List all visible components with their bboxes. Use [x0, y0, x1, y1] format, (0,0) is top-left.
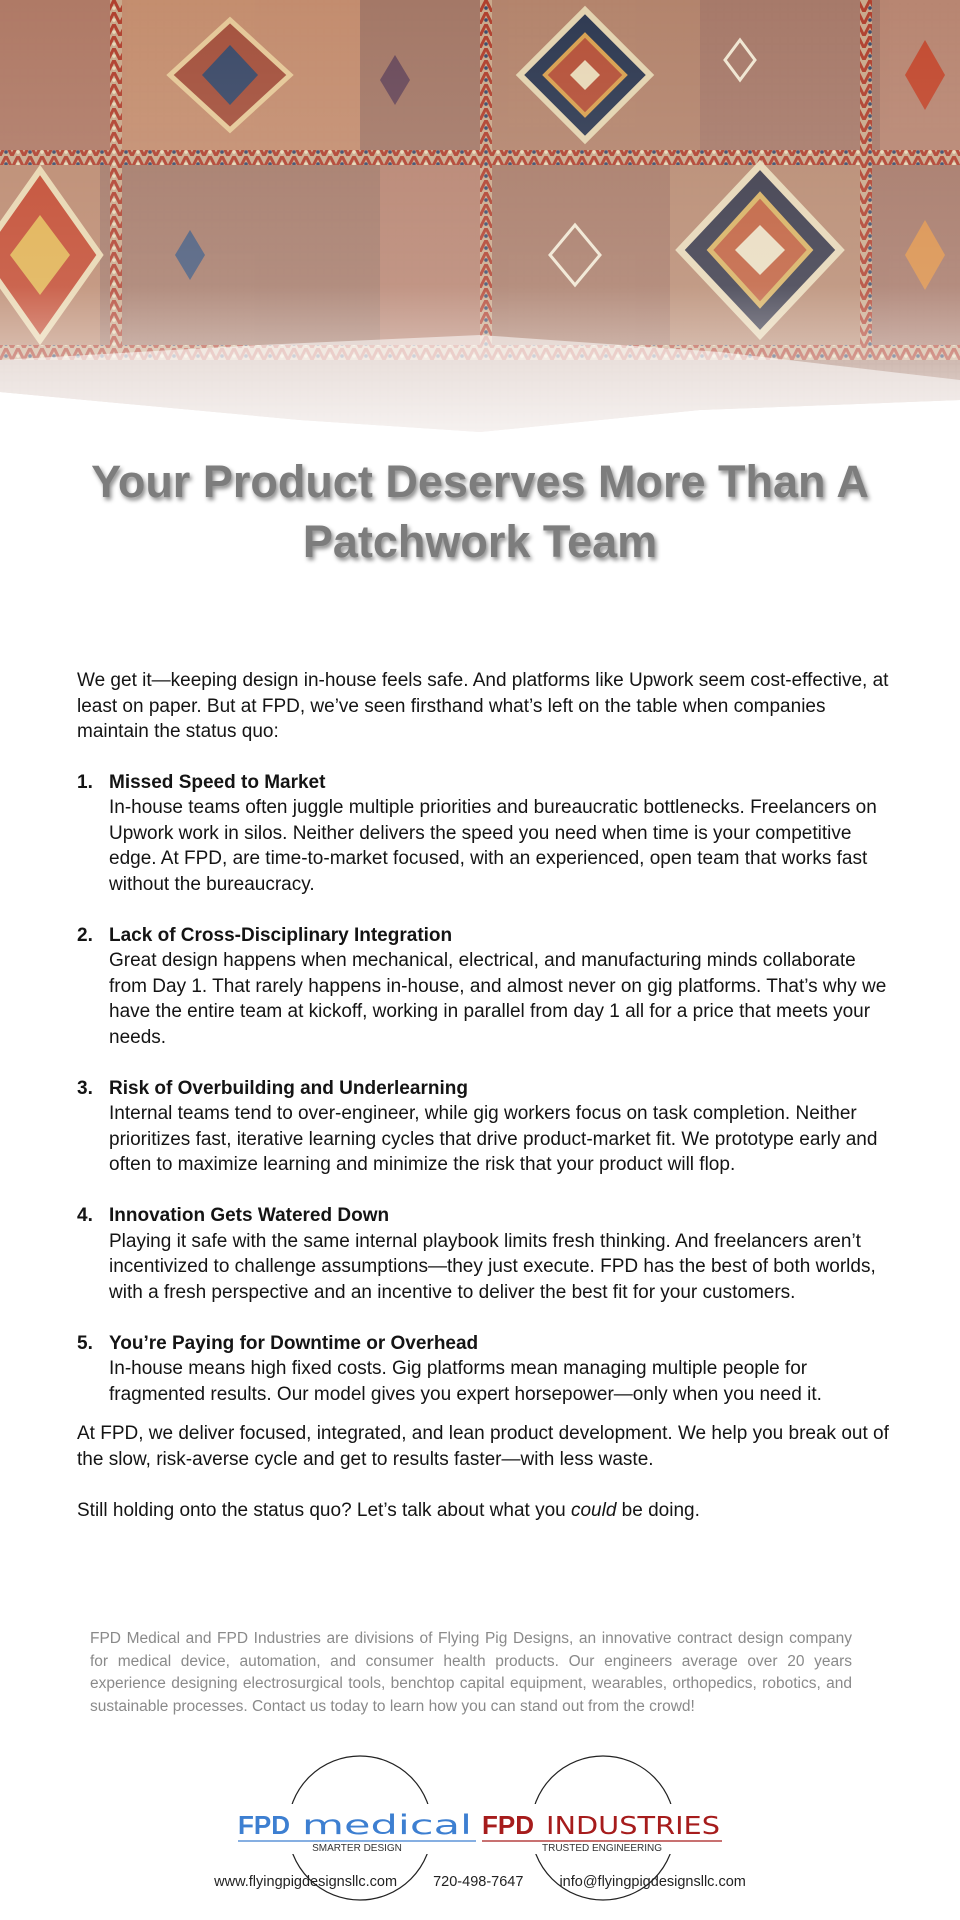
list-item-number: 5.: [77, 1332, 93, 1354]
intro-paragraph: We get it—keeping design in-house feels safe. And platforms like Upwork seem cost-effective, at least on paper. But at FPD, we’ve seen firsthand what’s left on the table when companies maintain the status quo:: [77, 670, 889, 742]
list-item-body: In-house means high fixed costs. Gig platforms mean managing multiple people for fragmented results. Our model gives you expert horsepower—only when you need it.: [109, 1358, 822, 1405]
list-item: [77, 923, 897, 1051]
list-item-number: 3.: [77, 1077, 93, 1099]
phone-number[interactable]: 720-498-7647: [433, 1874, 524, 1890]
contact-bar: [0, 1874, 960, 1890]
cta-text-before: Still holding onto the status quo? Let’s talk about what you: [77, 1499, 571, 1521]
logo-brand: FPD: [482, 1810, 534, 1840]
list-item-number: 1.: [77, 771, 93, 793]
list-item-body: Playing it safe with the same internal playbook limits fresh thinking. And freelancers aren’t incentivized to challenge assumptions—they just execute. FPD has the best of both worlds, with a fresh perspective and an incentive to deliver the best fit for your customers.: [109, 1230, 876, 1303]
logo-brand: FPD: [238, 1810, 290, 1840]
email-link[interactable]: info@flyingpigdesignsllc.com: [559, 1874, 746, 1890]
logo-word: INDUSTRIES: [546, 1811, 720, 1840]
list-item-heading: Risk of Overbuilding and Underlearning: [109, 1077, 468, 1099]
call-to-action-paragraph: [77, 1498, 897, 1524]
page-title: Your Product Deserves More Than A Patchwork Team: [91, 456, 869, 567]
list-item-body: Internal teams tend to over-engineer, while gig workers focus on task completion. Neither prioritizes fast, iterative learning cycles that drive product-market fit. We prototype early and often to maximize learning and minimize the risk that your product will flop.: [109, 1103, 878, 1175]
cta-emphasis: could: [570, 1499, 617, 1521]
reasons-list: [77, 770, 897, 1408]
list-item: [77, 1076, 897, 1178]
list-item: [77, 770, 897, 898]
article-body: [77, 668, 897, 1523]
list-item-heading: Lack of Cross-Disciplinary Integration: [109, 924, 453, 946]
title-block: [60, 452, 900, 572]
closing-paragraph: At FPD, we deliver focused, integrated, and lean product development. We help you break out of the slow, risk-averse cycle and get to results faster—with less waste.: [77, 1423, 889, 1470]
list-item-heading: Missed Speed to Market: [109, 771, 326, 793]
list-item: [77, 1203, 897, 1305]
list-item-body: Great design happens when mechanical, electrical, and manufacturing minds collaborate from Day 1. That rarely happens in-house, and almost never on gig platforms. That’s why we have the entire team at kickoff, working in parallel from day 1 all for a price that meets your needs.: [109, 950, 887, 1048]
list-item: [77, 1331, 897, 1408]
logo-word: medical: [302, 1810, 472, 1841]
website-link[interactable]: www.flyingpigdesignsllc.com: [214, 1874, 398, 1890]
logo-tagline: SMARTER DESIGN: [312, 1843, 402, 1854]
logo-tagline: TRUSTED ENGINEERING: [541, 1843, 663, 1854]
hero-rug-image: [0, 0, 960, 440]
list-item-heading: You’re Paying for Downtime or Overhead: [109, 1332, 479, 1354]
list-item-number: 4.: [77, 1205, 93, 1226]
cta-text-after: be doing.: [616, 1499, 700, 1521]
list-item-heading: Innovation Gets Watered Down: [109, 1205, 390, 1226]
company-description: FPD Medical and FPD Industries are divisions of Flying Pig Designs, an innovative contract design company for medical device, automation, and consumer health products. Our engineers average over 20 years experience designing electrosurgical tools, benchtop capital equipment, wearables, orthopedics, robotics, and sustainable processes. Contact us today to learn how you can stand out from the crowd!: [90, 1630, 852, 1715]
list-item-number: 2.: [77, 924, 93, 946]
list-item-body: In-house teams often juggle multiple priorities and bureaucratic bottlenecks. Freelancers on Upwork work in silos. Neither delivers the speed you need when time is your competitive edge. At FPD, are time-to-market focused, with an experienced, open team that works fast without the bureaucracy.: [109, 797, 877, 895]
